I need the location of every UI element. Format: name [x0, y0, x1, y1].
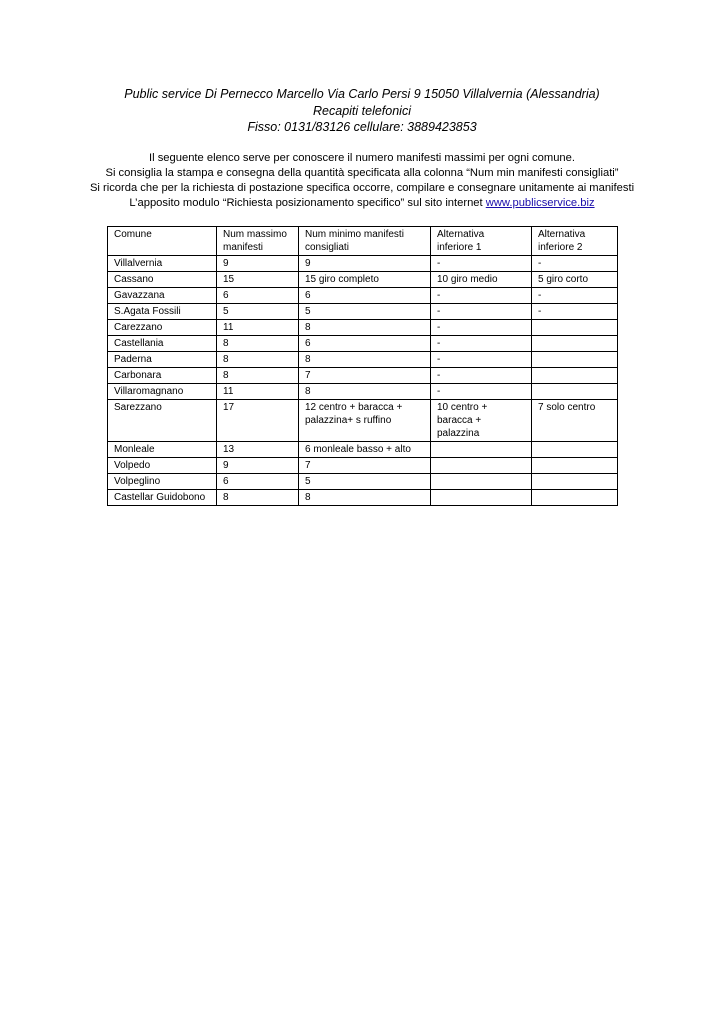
cell-num-massimo: [217, 474, 299, 490]
cell-alternativa-1: [431, 490, 532, 506]
comuni-table: [107, 226, 618, 506]
cell-num-minimo: [299, 304, 431, 320]
table-row: [108, 384, 618, 400]
cell-alternativa-2: [532, 272, 618, 288]
intro-line-4-text: L’apposito modulo “Richiesta posizionamento specifico” sul sito internet: [129, 197, 486, 209]
cell-num-massimo: [217, 490, 299, 506]
cell-text: 11: [223, 322, 234, 333]
cell-num-massimo: [217, 458, 299, 474]
cell-text: Castellar Guidobono: [114, 492, 206, 503]
table-row: [108, 304, 618, 320]
table-row: [108, 458, 618, 474]
cell-text: 8: [305, 354, 311, 365]
cell-alternativa-1: [431, 272, 532, 288]
cell-num-massimo: [217, 384, 299, 400]
cell-text: 5: [305, 306, 311, 317]
table-row: [108, 272, 618, 288]
header-num-massimo: [217, 227, 299, 256]
cell-num-massimo: [217, 304, 299, 320]
cell-text: 10 centro +: [437, 402, 488, 413]
cell-text: Villaromagnano: [114, 386, 184, 397]
cell-num-minimo: [299, 400, 431, 442]
cell-alternativa-1: [431, 256, 532, 272]
cell-alternativa-2: [532, 288, 618, 304]
comuni-table-head: [108, 227, 618, 256]
cell-text: 7: [305, 460, 311, 471]
cell-num-minimo: [299, 384, 431, 400]
cell-alternativa-1: [431, 336, 532, 352]
cell-text: 9: [223, 460, 229, 471]
cell-text: 13: [223, 444, 235, 455]
cell-num-massimo: [217, 400, 299, 442]
cell-comune: [108, 400, 217, 442]
cell-num-minimo: [299, 442, 431, 458]
cell-text: inferiore 2: [538, 242, 583, 253]
cell-text: Carezzano: [114, 322, 163, 333]
table-row: [108, 368, 618, 384]
cell-text: -: [437, 306, 441, 317]
cell-text: Num minimo manifesti: [305, 229, 404, 240]
cell-comune: [108, 474, 217, 490]
cell-num-minimo: [299, 490, 431, 506]
cell-num-massimo: [217, 320, 299, 336]
cell-alternativa-2: [532, 368, 618, 384]
cell-text: 8: [223, 492, 229, 503]
cell-num-minimo: [299, 368, 431, 384]
cell-text: 5 giro corto: [538, 274, 589, 285]
table-row: [108, 400, 618, 442]
cell-num-massimo: [217, 352, 299, 368]
cell-num-massimo: [217, 336, 299, 352]
cell-text: Comune: [114, 229, 152, 240]
cell-text: -: [538, 306, 542, 317]
cell-comune: [108, 272, 217, 288]
cell-text: Cassano: [114, 274, 154, 285]
table-row: [108, 490, 618, 506]
cell-text: baracca + palazzina: [437, 415, 482, 439]
cell-alternativa-2: [532, 490, 618, 506]
cell-num-minimo: [299, 336, 431, 352]
cell-alternativa-1: [431, 474, 532, 490]
header-alternativa-1: [431, 227, 532, 256]
table-row: [108, 442, 618, 458]
cell-text: 6: [223, 290, 229, 301]
cell-text: Gavazzana: [114, 290, 165, 301]
cell-num-minimo: [299, 288, 431, 304]
cell-alternativa-1: [431, 384, 532, 400]
cell-num-minimo: [299, 256, 431, 272]
cell-text: consigliati: [305, 242, 349, 253]
cell-comune: [108, 320, 217, 336]
cell-text: S.Agata Fossili: [114, 306, 181, 317]
cell-text: 10 giro medio: [437, 274, 498, 285]
cell-alternativa-2: [532, 336, 618, 352]
phone-numbers: Fisso: 0131/83126 cellulare: 3889423853: [247, 120, 477, 134]
cell-alternativa-2: [532, 320, 618, 336]
cell-text: 9: [223, 258, 229, 269]
cell-text: Alternativa: [538, 229, 586, 240]
intro-text: [0, 151, 724, 211]
cell-comune: [108, 368, 217, 384]
cell-alternativa-1: [431, 458, 532, 474]
intro-line-4: [0, 196, 724, 211]
phone-contacts-title: Recapiti telefonici: [313, 103, 411, 118]
website-link[interactable]: www.publicservice.biz: [485, 197, 595, 209]
cell-comune: [108, 490, 217, 506]
cell-comune: [108, 442, 217, 458]
cell-text: 6: [223, 476, 229, 487]
cell-comune: [108, 256, 217, 272]
cell-alternativa-1: [431, 400, 532, 442]
cell-num-massimo: [217, 288, 299, 304]
table-row: [108, 256, 618, 272]
cell-comune: [108, 352, 217, 368]
cell-text: Monleale: [114, 444, 155, 455]
cell-text: Villalvernia: [114, 258, 163, 269]
cell-alternativa-1: [431, 320, 532, 336]
cell-text: 8: [223, 338, 229, 349]
cell-alternativa-2: [532, 400, 618, 442]
header-comune: [108, 227, 217, 256]
cell-text: -: [538, 258, 542, 269]
cell-text: Volpeglino: [114, 476, 161, 487]
cell-text: 8: [305, 492, 311, 503]
cell-text: 7 solo centro: [538, 402, 596, 413]
cell-alternativa-2: [532, 474, 618, 490]
cell-num-minimo: [299, 352, 431, 368]
cell-text: -: [437, 322, 441, 333]
cell-text: -: [437, 386, 441, 397]
cell-num-minimo: [299, 320, 431, 336]
cell-text: 11: [223, 386, 234, 397]
cell-alternativa-1: [431, 304, 532, 320]
cell-alternativa-2: [532, 442, 618, 458]
cell-text: 8: [223, 354, 229, 365]
header-alternativa-2: [532, 227, 618, 256]
cell-alternativa-1: [431, 442, 532, 458]
cell-comune: [108, 336, 217, 352]
intro-line-2: Si consiglia la stampa e consegna della quantità specificata alla colonna “Num min manifesti consigliati”: [105, 167, 619, 179]
cell-text: Paderna: [114, 354, 152, 365]
cell-text: Sarezzano: [114, 402, 162, 413]
cell-text: 12 centro + baracca +: [305, 402, 403, 413]
cell-text: 6: [305, 290, 311, 301]
cell-num-minimo: [299, 272, 431, 288]
cell-text: -: [437, 290, 441, 301]
cell-text: -: [437, 338, 441, 349]
cell-text: 6: [305, 338, 311, 349]
cell-alternativa-1: [431, 352, 532, 368]
table-row: [108, 336, 618, 352]
cell-text: 17: [223, 402, 235, 413]
cell-text: -: [437, 370, 441, 381]
cell-comune: [108, 288, 217, 304]
cell-comune: [108, 384, 217, 400]
cell-text: 9: [305, 258, 311, 269]
cell-alternativa-2: [532, 384, 618, 400]
cell-text: 7: [305, 370, 311, 381]
header-num-minimo: [299, 227, 431, 256]
cell-alternativa-1: [431, 368, 532, 384]
cell-text: inferiore 1: [437, 242, 482, 253]
cell-num-massimo: [217, 442, 299, 458]
cell-num-massimo: [217, 272, 299, 288]
cell-text: 8: [305, 386, 311, 397]
cell-text: 6 monleale basso + alto: [305, 444, 411, 455]
cell-alternativa-2: [532, 256, 618, 272]
cell-text: -: [538, 290, 542, 301]
cell-num-massimo: [217, 256, 299, 272]
cell-alternativa-2: [532, 458, 618, 474]
cell-text: Volpedo: [114, 460, 151, 471]
cell-num-minimo: [299, 458, 431, 474]
cell-alternativa-2: [532, 304, 618, 320]
company-address: Public service Di Pernecco Marcello Via Carlo Persi 9 15050 Villalvernia (Alessandria): [124, 87, 600, 101]
cell-num-massimo: [217, 368, 299, 384]
cell-comune: [108, 304, 217, 320]
cell-text: palazzina+ s ruffino: [305, 415, 392, 426]
company-header: [0, 86, 724, 136]
cell-comune: [108, 458, 217, 474]
cell-text: Alternativa: [437, 229, 485, 240]
cell-text: -: [437, 354, 441, 365]
table-row: [108, 288, 618, 304]
cell-text: 5: [223, 306, 229, 317]
table-row: [108, 320, 618, 336]
comuni-table-body: [108, 256, 618, 506]
cell-num-minimo: [299, 474, 431, 490]
cell-text: 5: [305, 476, 311, 487]
table-row: [108, 352, 618, 368]
cell-text: -: [437, 258, 441, 269]
cell-text: manifesti: [223, 242, 264, 253]
cell-text: 15 giro completo: [305, 274, 379, 285]
cell-text: 8: [305, 322, 311, 333]
cell-text: Carbonara: [114, 370, 162, 381]
cell-text: Num massimo: [223, 229, 287, 240]
intro-line-3: Si ricorda che per la richiesta di postazione specifica occorre, compilare e consegnare unitamente ai manifesti: [89, 182, 635, 194]
cell-text: 8: [223, 370, 229, 381]
cell-alternativa-1: [431, 288, 532, 304]
cell-alternativa-2: [532, 352, 618, 368]
table-header-row: [108, 227, 618, 256]
cell-text: Castellania: [114, 338, 164, 349]
cell-text: 15: [223, 274, 235, 285]
table-row: [108, 474, 618, 490]
intro-line-1: Il seguente elenco serve per conoscere il numero manifesti massimi per ogni comune.: [149, 152, 575, 164]
